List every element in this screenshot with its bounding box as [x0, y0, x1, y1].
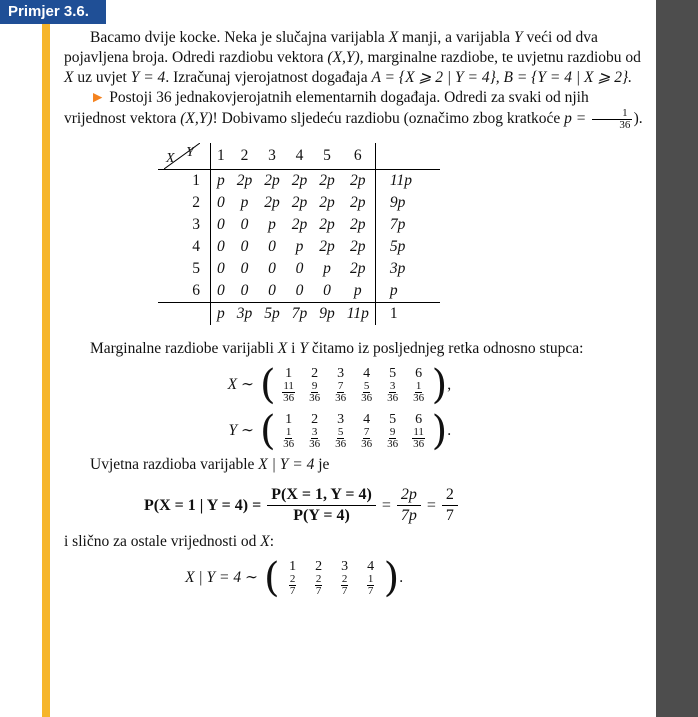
matrix-column — [302, 412, 328, 450]
table-cell: p — [323, 260, 331, 277]
footer-cell: 11p — [346, 305, 369, 322]
denominator: 7 — [445, 507, 454, 524]
numerator: 1 — [367, 573, 374, 585]
text: veći od dva pojavljena broja. Odredi razdiobu vektora — [64, 29, 598, 66]
denominator: 7 — [289, 585, 296, 597]
denominator: 36 — [283, 392, 295, 404]
fraction — [442, 485, 458, 526]
probability-fraction — [315, 574, 323, 597]
probability-fraction — [341, 574, 349, 597]
numerator: 1 — [285, 426, 292, 438]
footer-cell: p — [217, 305, 225, 322]
denominator: 36 — [335, 392, 347, 404]
table-cell: 0 — [295, 260, 304, 277]
punctuation: . — [447, 422, 452, 439]
table-row — [158, 170, 440, 193]
matrix-column — [328, 412, 354, 450]
table-cell: 2p — [350, 172, 366, 189]
probability-fraction — [413, 381, 424, 404]
distribution-label: X | Y = 4 ∼ — [185, 569, 258, 586]
fraction — [267, 485, 376, 526]
distribution-conditional — [174, 555, 646, 601]
left-paren-icon: ( — [264, 555, 280, 601]
numerator: 5 — [363, 380, 370, 392]
table-footer-row — [158, 303, 440, 326]
matrix-column — [406, 412, 432, 450]
denominator: 7p — [400, 507, 417, 524]
distribution-label: Y ∼ — [228, 422, 254, 439]
solution-intro — [64, 88, 646, 131]
numerator: 2 — [341, 573, 348, 585]
conditional-equation — [144, 485, 646, 526]
table-cell: 0 — [258, 280, 286, 303]
table-cell: 2p — [264, 194, 280, 211]
table-cell: 2p — [350, 260, 366, 277]
table-row — [158, 236, 440, 258]
matrix-column — [306, 559, 332, 597]
punctuation: . — [399, 569, 404, 586]
denominator: P(Y = 4) — [293, 507, 350, 524]
text: uz uvjet — [73, 69, 131, 86]
table-cell: 0 — [240, 260, 249, 277]
var-x: X — [388, 29, 399, 46]
row-label: 6 — [158, 280, 211, 303]
table-cell: 2p — [291, 172, 308, 189]
matrix-column — [332, 559, 358, 597]
text: Postoji 36 jednakovjerojatnih elementarnih događaja. Odredi za svaki od njih vrijednost vektora — [64, 89, 589, 128]
table-cell: 2p — [264, 172, 280, 189]
marginal-cell: 11p — [375, 170, 440, 193]
numerator: P(X = 1, Y = 4) — [267, 485, 376, 506]
table-cell: 0 — [268, 238, 276, 255]
numerator: 3 — [311, 426, 318, 438]
fraction — [592, 108, 632, 131]
row-label: 1 — [158, 170, 211, 193]
table-cell: 2p — [236, 172, 253, 189]
var-x: X — [64, 69, 74, 86]
similar-text — [64, 532, 646, 552]
matrix-value: 1 — [289, 559, 297, 574]
footer-cell: 9p — [319, 305, 335, 322]
numerator: 2 — [442, 485, 458, 506]
denominator: 36 — [361, 392, 373, 404]
matrix-value: 5 — [389, 412, 397, 427]
numerator: 2p — [397, 485, 421, 506]
example-header — [0, 0, 106, 24]
table-cell: 0 — [268, 260, 276, 277]
condition: Y = 4 — [130, 69, 166, 86]
probability-fraction — [367, 574, 375, 597]
matrix-column — [380, 412, 406, 450]
matrix-column — [280, 559, 306, 597]
table-row — [158, 214, 440, 236]
numerator: 1 — [592, 108, 632, 120]
matrix-value: 1 — [285, 366, 293, 381]
vector: (X,Y) — [327, 49, 360, 66]
numerator: 7 — [363, 426, 370, 438]
table-cell: 0 — [217, 260, 225, 277]
equals: = — [426, 496, 436, 514]
table-cell: 0 — [217, 194, 225, 211]
table-cell: 0 — [240, 216, 249, 233]
marginal-cell: 9p — [375, 192, 440, 214]
equals: = — [381, 496, 391, 514]
matrix-value: 4 — [367, 559, 375, 574]
header-cell: 1 — [211, 143, 231, 170]
matrix-value: 3 — [337, 366, 345, 381]
distribution-y — [214, 408, 646, 454]
table-header-row — [158, 143, 440, 170]
left-paren-icon: ( — [260, 408, 276, 454]
probability-fraction — [282, 381, 295, 404]
right-paren-icon: ) — [431, 362, 448, 408]
header-cell — [375, 143, 440, 170]
denominator: 7 — [367, 585, 374, 597]
table-cell: p — [217, 172, 225, 189]
probability-fraction — [361, 427, 372, 450]
footer-cell: 3p — [236, 305, 253, 322]
right-paren-icon: ) — [383, 555, 400, 601]
text: Marginalne razdiobe varijabli — [90, 340, 278, 357]
equation-lhs: P(X = 1 | Y = 4) = — [144, 496, 262, 514]
table-cell: 2p — [350, 194, 366, 211]
denominator: 36 — [387, 392, 399, 404]
probability-fraction — [361, 381, 372, 404]
row-label: 5 — [158, 258, 211, 280]
corner-cell — [158, 143, 211, 170]
text: manji, a varijabla — [398, 29, 514, 46]
footer-cell: 7p — [291, 305, 308, 322]
matrix-value: 2 — [315, 559, 323, 574]
probability-fraction — [335, 427, 346, 450]
denominator: 36 — [309, 438, 321, 450]
header-cell: 6 — [341, 143, 376, 170]
marginal-cell: 3p — [375, 258, 440, 280]
punctuation: , — [447, 376, 452, 393]
numerator: 11 — [283, 380, 294, 392]
table-cell: 0 — [217, 216, 225, 233]
table-cell: p — [240, 194, 249, 211]
left-paren-icon: ( — [260, 362, 276, 408]
marginal-text — [64, 339, 646, 359]
probability-fraction — [387, 381, 398, 404]
distribution-label: X ∼ — [227, 376, 254, 393]
denominator: 36 — [283, 438, 295, 450]
text: ! Dobivamo sljedeću razdiobu (označimo zbog kratkoće — [212, 110, 565, 128]
numerator: 2 — [315, 573, 322, 585]
probability-fraction — [309, 427, 320, 450]
matrix-value: 4 — [363, 412, 371, 427]
text: i — [287, 340, 300, 357]
table-row — [158, 280, 440, 303]
corner — [164, 143, 200, 169]
var-x: X — [277, 340, 288, 357]
header-cell: 3 — [258, 143, 286, 170]
probability-fraction — [335, 381, 346, 404]
probability-fraction — [387, 427, 398, 450]
matrix-value: 5 — [389, 366, 397, 381]
matrix-column — [406, 366, 432, 404]
text: Bacamo dvije kocke. Neka je slučajna varijabla — [90, 29, 389, 46]
corner-y-label: Y — [186, 145, 194, 160]
text: čitamo iz posljednjeg retka odnosno stupca: — [307, 340, 584, 357]
text: i slično za ostale vrijednosti od — [64, 533, 261, 550]
text: . Izračunaj vjerojatnost događaja — [165, 69, 372, 86]
matrix-column — [354, 412, 380, 450]
solution-marker-icon: ► — [90, 89, 106, 106]
numerator: 3 — [389, 380, 396, 392]
numerator: 2 — [289, 573, 296, 585]
matrix-value: 2 — [311, 412, 319, 427]
accent-bar — [42, 24, 50, 717]
text: , marginalne razdiobe, te uvjetnu razdiobu od — [359, 49, 641, 66]
var-y: Y — [513, 29, 523, 46]
conditional-text — [64, 455, 646, 475]
footer-cell: 5p — [264, 305, 280, 322]
denominator: 36 — [413, 392, 425, 404]
table-cell: 0 — [286, 280, 314, 303]
denominator: 36 — [387, 438, 399, 450]
matrix-column — [358, 559, 384, 597]
matrix-column — [380, 366, 406, 404]
matrix-value: 6 — [415, 366, 423, 381]
denominator: 36 — [413, 438, 425, 450]
content — [64, 28, 646, 601]
marginal-cell: 5p — [375, 236, 440, 258]
numerator: 7 — [337, 380, 344, 392]
table-cell: p — [295, 238, 304, 255]
denominator: 36 — [335, 438, 347, 450]
numerator: 11 — [413, 426, 424, 438]
denominator: 36 — [361, 438, 373, 450]
footer-total: 1 — [375, 303, 440, 326]
header-cell: 2 — [231, 143, 259, 170]
marginal-cell: p — [375, 280, 440, 303]
matrix-column — [328, 366, 354, 404]
numerator: 9 — [311, 380, 318, 392]
row-label: 2 — [158, 192, 211, 214]
denominator: 36 — [619, 119, 631, 131]
table-cell: 2p — [291, 194, 308, 211]
viewer-sidebar — [656, 0, 698, 717]
row-label: 3 — [158, 214, 211, 236]
table-cell: 0 — [313, 280, 341, 303]
probability-fraction — [289, 574, 297, 597]
joint-distribution-table — [158, 143, 440, 325]
denominator: 7 — [341, 585, 348, 597]
text: ). — [633, 110, 643, 128]
table-cell: 0 — [231, 280, 259, 303]
distribution-x — [214, 362, 646, 408]
table-cell: p — [341, 280, 376, 303]
vector: (X,Y) — [180, 110, 213, 128]
right-paren-icon: ) — [431, 408, 448, 454]
table-cell: 2p — [350, 238, 366, 255]
table-cell: 0 — [240, 238, 249, 255]
text: je — [314, 456, 330, 473]
matrix-value: 1 — [285, 412, 293, 427]
table-cell: 0 — [211, 280, 231, 303]
probability-fraction — [412, 427, 425, 450]
matrix-column — [354, 366, 380, 404]
var-x: X — [260, 533, 270, 550]
matrix-value: 3 — [341, 559, 349, 574]
table-cell: 2p — [319, 194, 335, 211]
matrix-value: 2 — [311, 366, 319, 381]
header-cell: 5 — [313, 143, 341, 170]
numerator: 1 — [415, 380, 422, 392]
fraction — [397, 485, 421, 526]
matrix-column — [276, 366, 302, 404]
table-cell: p — [268, 216, 276, 233]
matrix-column — [302, 366, 328, 404]
table-row — [158, 258, 440, 280]
matrix-column — [276, 412, 302, 450]
example-title: Primjer 3.6. — [8, 3, 89, 20]
table-row — [158, 192, 440, 214]
table-cell: 0 — [217, 238, 225, 255]
problem-statement — [64, 28, 646, 88]
numerator: 9 — [389, 426, 396, 438]
table-cell: 2p — [319, 238, 335, 255]
matrix-value: 6 — [415, 412, 423, 427]
matrix-value: 4 — [363, 366, 371, 381]
table-cell: 2p — [350, 216, 366, 233]
row-label: 4 — [158, 236, 211, 258]
text: : — [269, 533, 275, 550]
probability-fraction — [283, 427, 294, 450]
text: Uvjetna razdioba varijable — [90, 456, 259, 473]
numerator: 5 — [337, 426, 344, 438]
table-cell: 2p — [319, 216, 335, 233]
denominator: 36 — [309, 392, 321, 404]
p-def: p = — [564, 110, 591, 128]
conditional-expr: X | Y = 4 — [258, 456, 315, 473]
header-cell: 4 — [286, 143, 314, 170]
table-cell: 2p — [291, 216, 308, 233]
probability-fraction — [309, 381, 320, 404]
table-cell: 2p — [319, 172, 335, 189]
footer-corner — [158, 303, 211, 326]
matrix-value: 3 — [337, 412, 345, 427]
marginal-cell: 7p — [375, 214, 440, 236]
events: A = {X ⩾ 2 | Y = 4}, B = {Y = 4 | X ⩾ 2}. — [371, 69, 633, 86]
corner-x-label: X — [166, 151, 175, 166]
var-y: Y — [299, 340, 308, 357]
denominator: 7 — [315, 585, 322, 597]
